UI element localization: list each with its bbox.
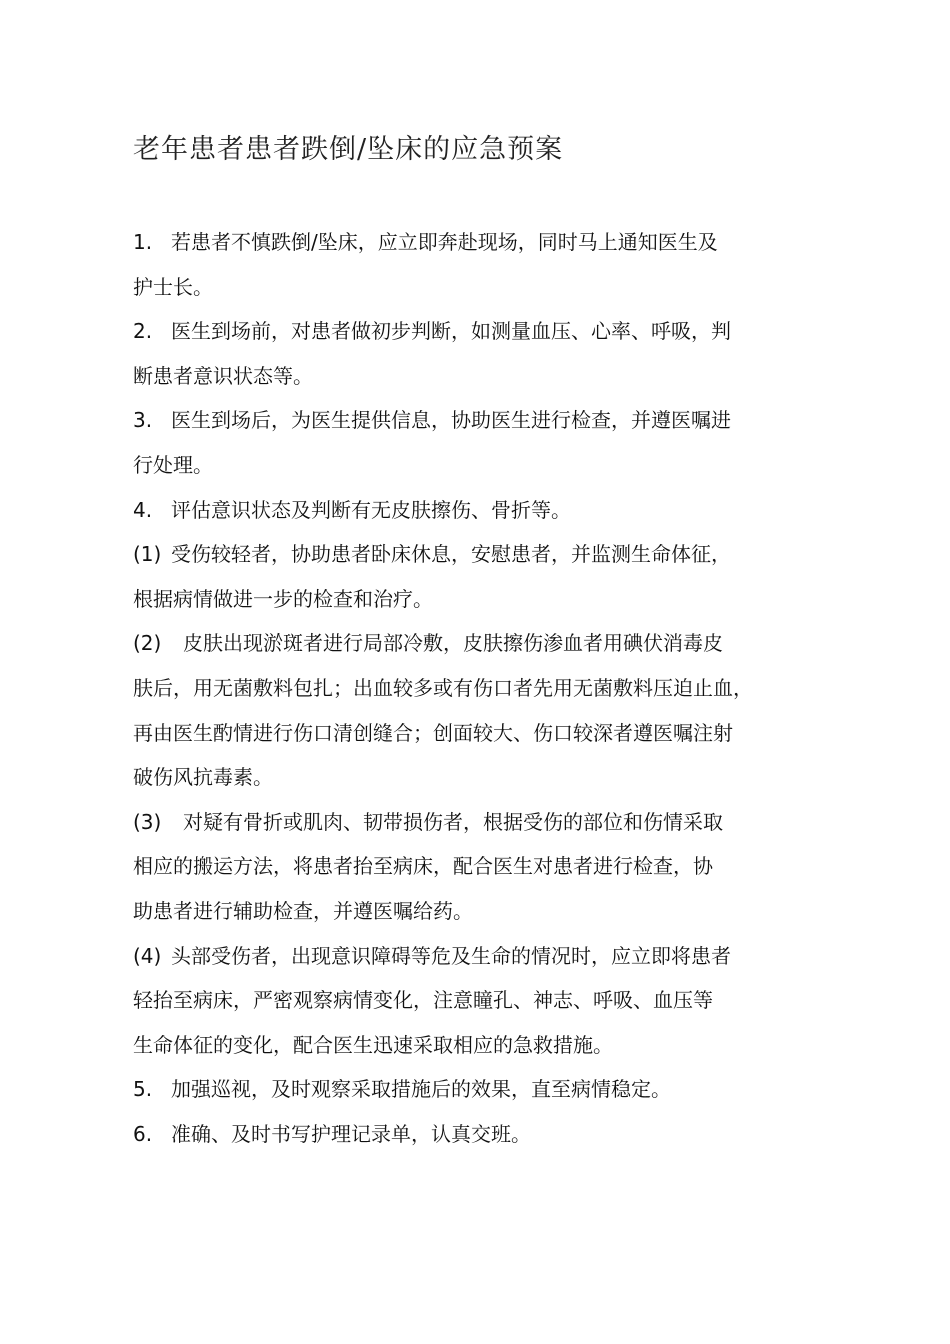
- sub-item-4: [133, 934, 833, 1068]
- item-number: 3.: [133, 408, 153, 433]
- line: 生命体征的变化，配合医生迅速采取相应的急救措施。: [133, 1032, 613, 1057]
- item-text: 头部受伤者，出现意识障碍等危及生命的情况时，应立即将患者: [171, 943, 731, 968]
- line: 轻抬至病床，严密观察病情变化，注意瞳孔、神志、呼吸、血压等: [133, 988, 713, 1013]
- item-number: 2.: [133, 319, 153, 344]
- item-number: 4.: [133, 497, 153, 522]
- sub-item-3: [133, 800, 833, 934]
- item-text: 医生到场前，对患者做初步判断，如测量血压、心率、呼吸，判: [171, 319, 731, 344]
- line: 肤后，用无菌敷料包扎；出血较多或有伤口者先用无菌敷料压迫止血，: [133, 675, 753, 700]
- line: [133, 934, 833, 979]
- line: 破伤风抗毒素。: [133, 765, 273, 790]
- line: [133, 309, 833, 354]
- sub-item-2: [133, 621, 833, 799]
- sub-item-1: [133, 532, 833, 621]
- list-item-2: [133, 309, 833, 398]
- list-item-5: [133, 1067, 833, 1112]
- line: 再由医生酌情进行伤口清创缝合；创面较大、伤口较深者遵医嘱注射: [133, 720, 733, 745]
- line: 助患者进行辅助检查，并遵医嘱给药。: [133, 898, 473, 923]
- item-number: (2): [133, 631, 162, 656]
- item-number: 1.: [133, 230, 153, 254]
- line: [133, 800, 833, 845]
- item-text: 若患者不慎跌倒/坠床，应立即奔赴现场，同时马上通知医生及: [171, 230, 718, 254]
- item-number: 6.: [133, 1121, 153, 1146]
- document-title: 老年患者患者跌倒/坠床的应急预案: [133, 134, 564, 165]
- line: 根据病情做进一步的检查和治疗。: [133, 586, 433, 611]
- line: 相应的搬运方法，将患者抬至病床，配合医生对患者进行检查，协: [133, 854, 713, 879]
- line: [133, 621, 833, 666]
- line: [133, 220, 833, 265]
- item-number: (3): [133, 809, 162, 834]
- list-item-4: [133, 488, 833, 533]
- item-number: 5.: [133, 1077, 153, 1102]
- item-text: 医生到场后，为医生提供信息，协助医生进行检查，并遵医嘱进: [171, 408, 731, 433]
- item-text: 对疑有骨折或肌肉、韧带损伤者，根据受伤的部位和伤情采取: [183, 809, 723, 834]
- line: 断患者意识状态等。: [133, 363, 313, 388]
- line: 行处理。: [133, 452, 213, 477]
- document-body: [133, 220, 833, 1156]
- line: [133, 1112, 833, 1157]
- item-text: 受伤较轻者，协助患者卧床休息，安慰患者，并监测生命体征，: [171, 542, 731, 567]
- line: 护士长。: [133, 274, 213, 299]
- item-number: (1): [133, 542, 162, 567]
- list-item-1: [133, 220, 833, 309]
- item-text: 皮肤出现淤斑者进行局部冷敷，皮肤擦伤渗血者用碘伏消毒皮: [183, 631, 723, 656]
- list-item-3: [133, 398, 833, 487]
- line: [133, 398, 833, 443]
- item-text: 加强巡视，及时观察采取措施后的效果，直至病情稳定。: [171, 1077, 671, 1102]
- list-item-6: [133, 1112, 833, 1157]
- line: [133, 1067, 833, 1112]
- line: [133, 488, 833, 533]
- line: [133, 532, 833, 577]
- item-text: 评估意识状态及判断有无皮肤擦伤、骨折等。: [171, 497, 571, 522]
- item-number: (4): [133, 943, 162, 968]
- item-text: 准确、及时书写护理记录单，认真交班。: [171, 1121, 531, 1146]
